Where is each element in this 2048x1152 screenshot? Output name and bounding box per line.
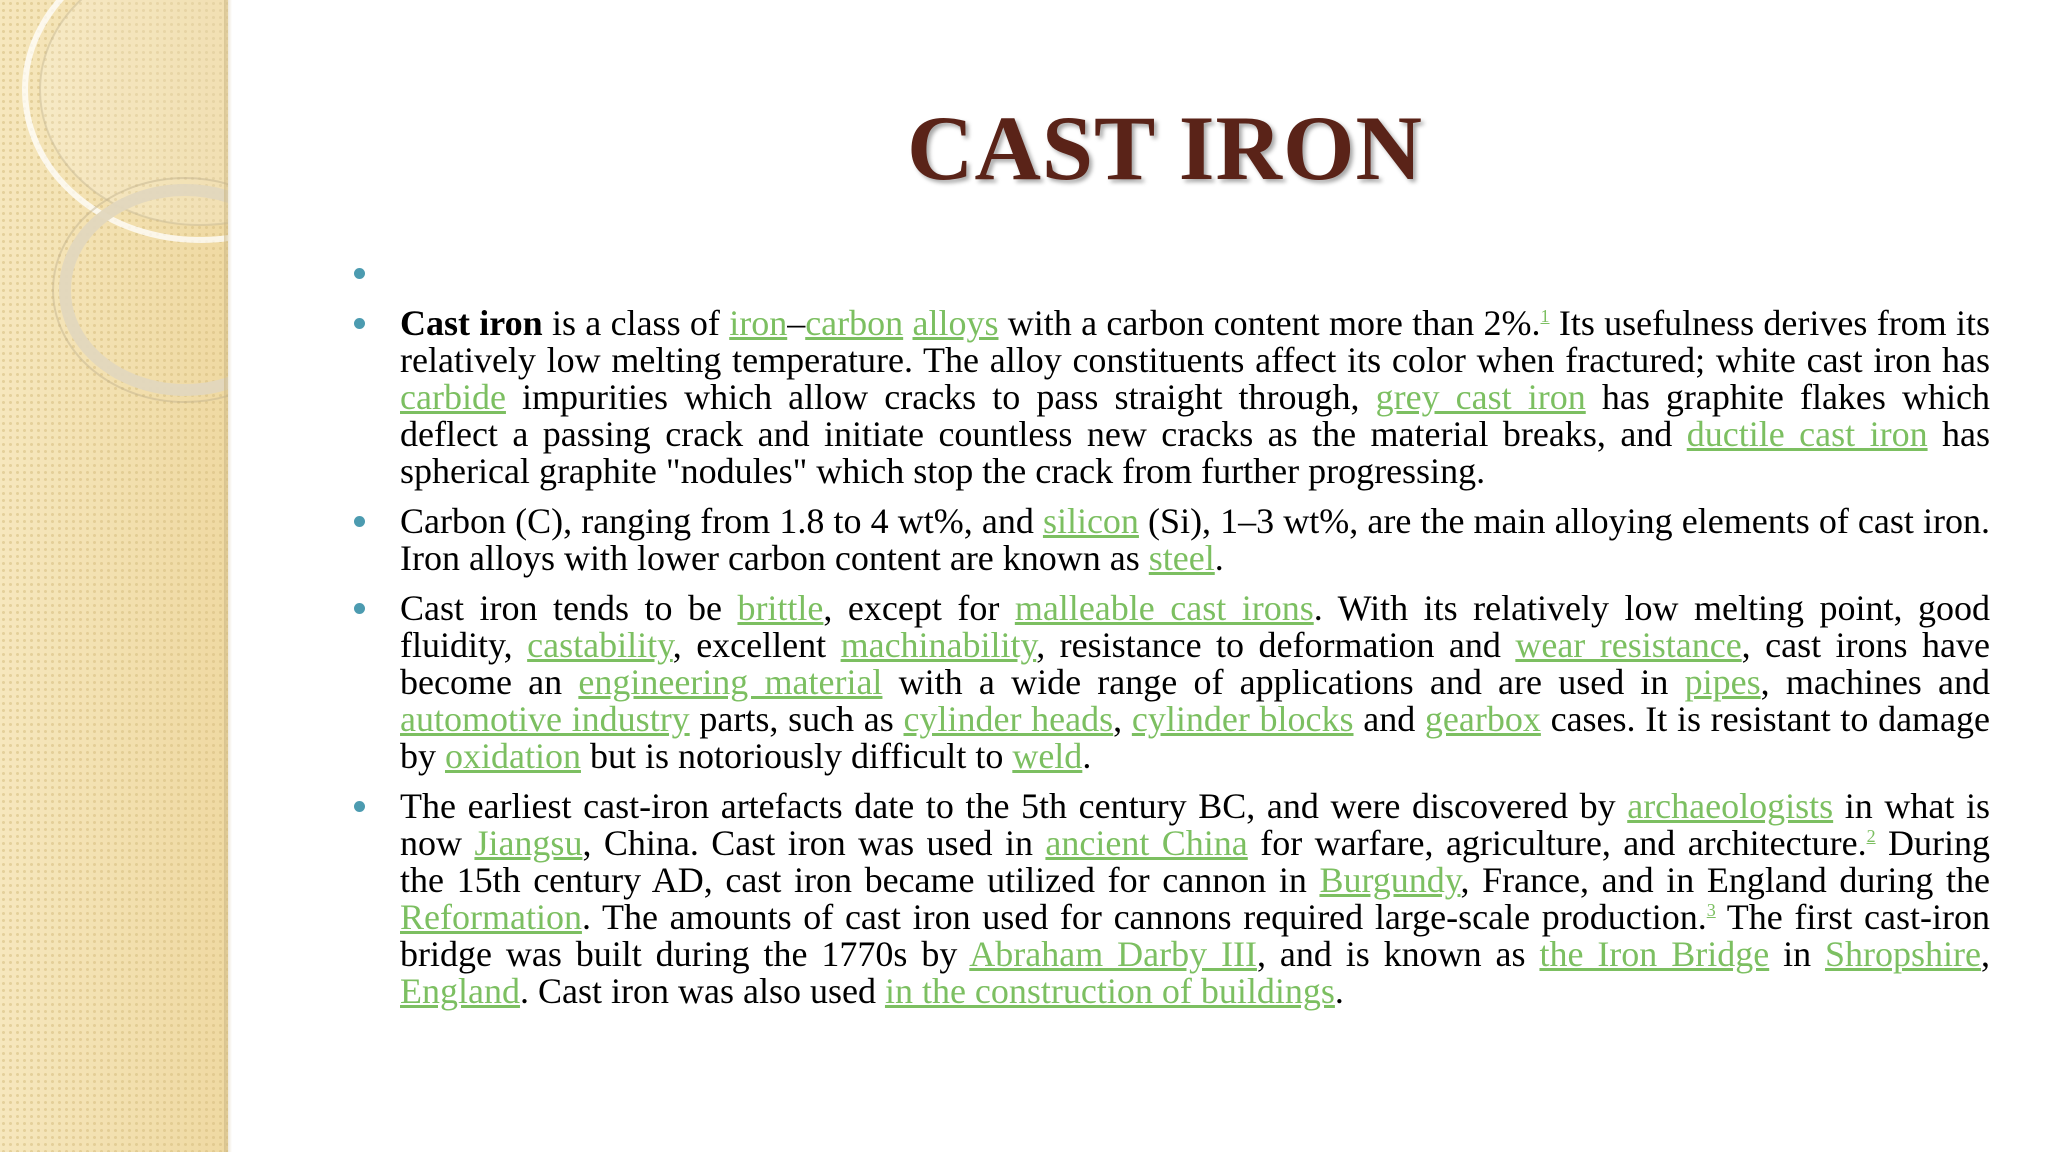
footnote-reference[interactable]: 1	[1540, 306, 1550, 326]
body-text: (Si), 1–3 wt%, are the main alloying elements of cast iron. Iron alloys with lower carbon content are known as	[400, 501, 1990, 578]
body-text: impurities which allow cracks to pass straight through,	[505, 377, 1376, 417]
body-text: in	[1769, 934, 1825, 974]
body-text: .	[1214, 538, 1224, 578]
hyperlink[interactable]: alloys	[912, 303, 999, 343]
body-text: , cast irons have become an	[400, 625, 1990, 702]
bullet-composition	[350, 503, 1990, 577]
hyperlink[interactable]: gearbox	[1424, 699, 1541, 739]
ring-decoration-icon	[0, 0, 228, 1152]
body-text: , except for	[823, 588, 1015, 628]
hyperlink[interactable]: Abraham Darby III	[969, 934, 1257, 974]
body-text: is a class of	[542, 303, 730, 343]
body-text: –	[787, 303, 806, 343]
sidebar-edge	[224, 0, 232, 1152]
body-text: Its usefulness derives from its relatively low melting temperature. The alloy constituents affect its color when fractured; white cast iron has	[400, 303, 1991, 380]
body-text: has graphite flakes which deflect a passing crack and initiate countless new cracks as the material breaks, and	[400, 377, 1990, 454]
hyperlink[interactable]: steel	[1148, 538, 1215, 578]
bullet-dot-icon	[354, 268, 365, 279]
body-text: but is notoriously difficult to	[580, 736, 1013, 776]
body-text: Carbon (C), ranging from 1.8 to 4 wt%, and	[400, 501, 1043, 541]
hyperlink[interactable]: pipes	[1684, 662, 1761, 702]
hyperlink[interactable]: Shropshire	[1825, 934, 1981, 974]
decorative-sidebar	[0, 0, 228, 1152]
hyperlink[interactable]: ancient China	[1045, 823, 1248, 863]
body-text: in what is now	[400, 786, 1991, 863]
hyperlink[interactable]: Reformation	[400, 897, 582, 937]
body-text: .	[1082, 736, 1092, 776]
hyperlink[interactable]: Jiangsu	[474, 823, 583, 863]
hyperlink[interactable]: the Iron Bridge	[1539, 934, 1770, 974]
footnote-reference[interactable]: 3	[1706, 900, 1716, 920]
body-text: , France, and in England during the	[1460, 860, 1991, 900]
hyperlink[interactable]: oxidation	[445, 736, 581, 776]
body-text: , machines and	[1760, 662, 1991, 702]
hyperlink[interactable]: wear resistance	[1515, 625, 1742, 665]
body-text: , excellent	[672, 625, 841, 665]
bullet-dot-icon	[354, 801, 365, 812]
hyperlink[interactable]: iron	[729, 303, 788, 343]
slide-title: CAST IRON	[907, 97, 1423, 199]
body-text: with a wide range of applications and are used in	[882, 662, 1685, 702]
body-text: . The amounts of cast iron used for cannons required large-scale production.	[581, 897, 1707, 937]
body-text: , China. Cast iron was used in	[582, 823, 1046, 863]
hyperlink[interactable]: automotive industry	[400, 699, 690, 739]
body-text: . With its relatively low melting point, good fluidity,	[400, 588, 1991, 665]
hyperlink[interactable]: archaeologists	[1627, 786, 1834, 826]
body-text: Cast iron tends to be	[400, 588, 738, 628]
body-text: with a carbon content more than 2%.	[998, 303, 1541, 343]
hyperlink[interactable]: carbon	[805, 303, 904, 343]
body-text: The earliest cast-iron artefacts date to the 5th century BC, and were discovered by	[400, 786, 1628, 826]
hyperlink[interactable]: castability	[527, 625, 673, 665]
bullet-list	[350, 255, 1990, 1023]
hyperlink[interactable]: ductile cast iron	[1686, 414, 1928, 454]
body-text: for warfare, agriculture, and architecture.	[1247, 823, 1867, 863]
bullet-empty	[350, 255, 1990, 292]
bullet-properties	[350, 590, 1990, 775]
hyperlink[interactable]: in the construction of buildings	[884, 971, 1335, 1011]
bullet-dot-icon	[354, 603, 365, 614]
body-text: and	[1353, 699, 1425, 739]
bold-term: Cast iron	[400, 303, 543, 343]
bullet-definition	[350, 305, 1990, 490]
hyperlink[interactable]: brittle	[737, 588, 824, 628]
body-text: parts, such as	[689, 699, 904, 739]
hyperlink[interactable]: carbide	[400, 377, 506, 417]
body-text: ,	[1113, 699, 1132, 739]
bullet-dot-icon	[354, 516, 365, 527]
hyperlink[interactable]: silicon	[1042, 501, 1139, 541]
body-text: ,	[1981, 934, 1990, 974]
body-text: During the 15th century AD, cast iron became utilized for cannon in	[400, 823, 1990, 900]
hyperlink[interactable]: cylinder blocks	[1131, 699, 1354, 739]
hyperlink[interactable]: cylinder heads	[903, 699, 1114, 739]
bullet-dot-icon	[354, 318, 365, 329]
body-text: The first cast-iron bridge was built during the 1770s by	[400, 897, 1991, 974]
hyperlink[interactable]: England	[400, 971, 520, 1011]
body-text: cases. It is resistant to damage by	[400, 699, 1991, 776]
hyperlink[interactable]: grey cast iron	[1375, 377, 1586, 417]
hyperlink[interactable]: Burgundy	[1319, 860, 1461, 900]
body-text: has spherical graphite "nodules" which stop the crack from further progressing.	[400, 414, 1991, 491]
bullet-history	[350, 788, 1990, 1010]
hyperlink[interactable]: malleable cast irons	[1014, 588, 1314, 628]
hyperlink[interactable]: machinability	[840, 625, 1037, 665]
body-text: . Cast iron was also used	[519, 971, 885, 1011]
body-text: , and is known as	[1256, 934, 1540, 974]
body-text: .	[1334, 971, 1344, 1011]
hyperlink[interactable]: engineering material	[578, 662, 883, 702]
body-text: , resistance to deformation and	[1036, 625, 1516, 665]
footnote-reference[interactable]: 2	[1866, 826, 1876, 846]
hyperlink[interactable]: weld	[1012, 736, 1083, 776]
